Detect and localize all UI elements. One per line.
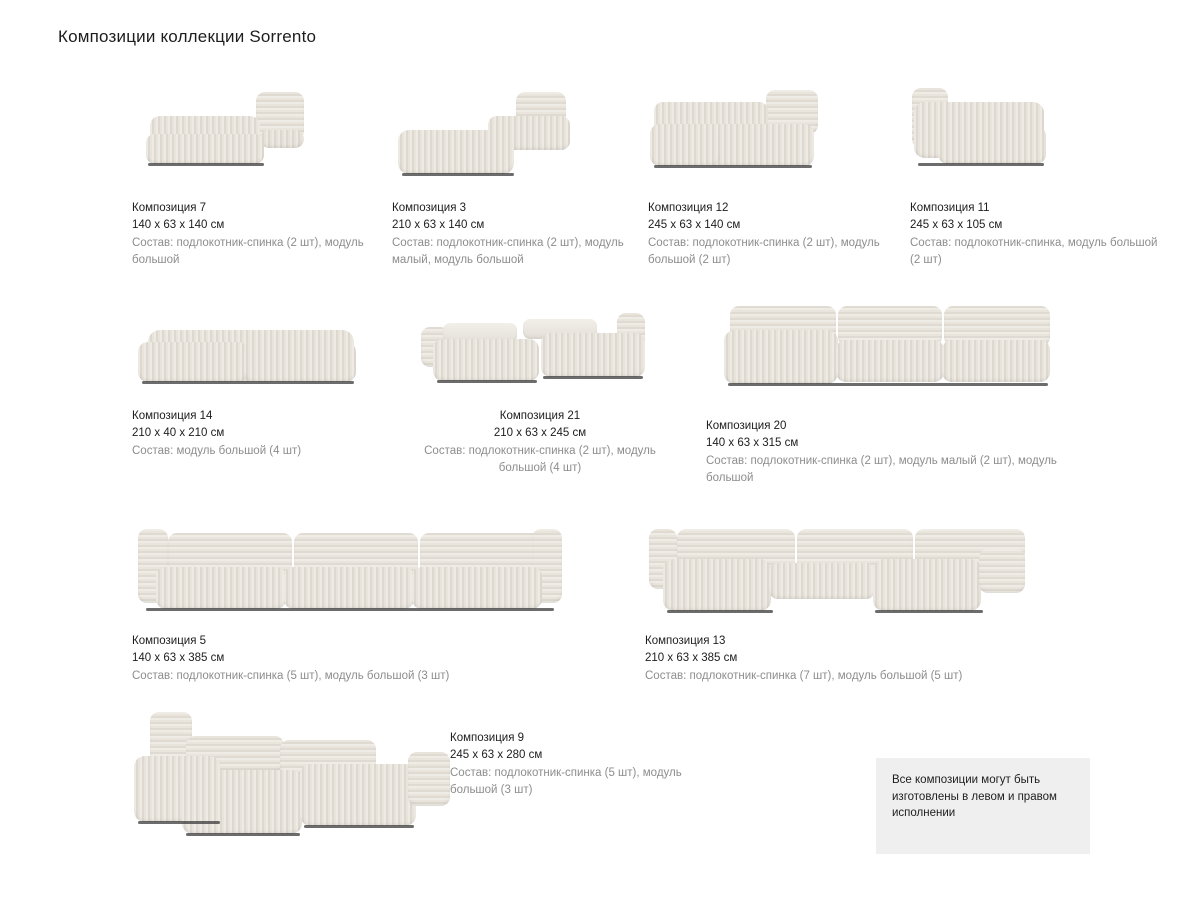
sofa-illustration-composition-20 xyxy=(706,290,1096,410)
item-dims: 210 x 40 x 210 см xyxy=(132,426,225,439)
sofa-shadow xyxy=(138,821,220,824)
sofa-module xyxy=(156,567,286,609)
sofa-shadow xyxy=(543,376,643,379)
sofa-module xyxy=(724,330,838,384)
product-item-composition-13 xyxy=(645,515,1045,685)
sofa-illustration-composition-12 xyxy=(648,80,898,190)
sofa-illustration-composition-21 xyxy=(415,295,665,400)
page-title: Композиции коллекции Sorrento xyxy=(58,27,317,46)
product-item-composition-12 xyxy=(648,80,898,268)
item-name: Композиция 7 xyxy=(132,202,207,214)
item-composition: Состав: подлокотник-спинка (2 шт), модуль большой (2 шт) xyxy=(648,237,880,266)
item-composition: Состав: подлокотник-спинка (5 шт), модуль большой (3 шт) xyxy=(450,767,682,796)
item-composition: Состав: подлокотник-спинка (2 шт), модуль малый, модуль большой xyxy=(392,237,624,266)
sofa-illustration-composition-11 xyxy=(910,80,1160,190)
sofa-illustration-composition-14 xyxy=(132,300,382,400)
item-name: Композиция 14 xyxy=(132,410,213,422)
sofa-module xyxy=(979,549,1025,593)
sofa-illustration-composition-3 xyxy=(392,80,642,190)
sofa-module xyxy=(663,559,771,611)
item-composition: Состав: подлокотник-спинка, модуль большой (2 шт) xyxy=(910,237,1158,266)
sofa-illustration-composition-13 xyxy=(645,515,1045,625)
item-dims: 245 x 63 x 140 см xyxy=(648,218,741,231)
sofa-shadow xyxy=(875,610,983,613)
caption-composition-13 xyxy=(645,633,1045,685)
item-dims: 140 x 63 x 140 см xyxy=(132,218,225,231)
sofa-module xyxy=(942,340,1050,382)
sofa-module xyxy=(433,339,539,381)
caption-composition-5 xyxy=(132,633,592,685)
caption-composition-7 xyxy=(132,200,382,268)
item-name: Композиция 11 xyxy=(910,202,990,214)
item-dims: 210 x 63 x 385 см xyxy=(645,651,738,664)
sofa-module xyxy=(541,333,645,377)
product-item-composition-3 xyxy=(392,80,642,268)
item-dims: 210 x 63 x 140 см xyxy=(392,218,485,231)
sofa-shadow xyxy=(918,163,1044,166)
caption-composition-9 xyxy=(450,730,710,798)
item-name: Композиция 13 xyxy=(645,635,726,647)
product-item-composition-21 xyxy=(415,295,665,476)
product-item-composition-20 xyxy=(706,290,1096,486)
item-composition: Состав: подлокотник-спинка (2 шт), модуль малый (2 шт), модуль большой xyxy=(706,455,1057,484)
sofa-shadow xyxy=(728,383,1048,386)
item-composition: Состав: подлокотник-спинка (2 шт), модуль большой xyxy=(132,237,364,266)
product-item-composition-11 xyxy=(910,80,1160,268)
item-name: Композиция 21 xyxy=(499,410,581,422)
item-name: Композиция 9 xyxy=(450,732,525,744)
caption-composition-12 xyxy=(648,200,898,268)
caption-composition-20 xyxy=(706,418,1096,486)
item-dims: 210 x 63 x 245 см xyxy=(493,426,587,439)
item-name: Композиция 12 xyxy=(648,202,729,214)
sofa-shadow xyxy=(654,165,812,168)
sofa-module xyxy=(398,130,514,174)
sofa-module xyxy=(300,764,416,826)
sofa-illustration-composition-9 xyxy=(120,700,450,860)
item-dims: 140 x 63 x 315 см xyxy=(706,436,799,449)
caption-composition-11 xyxy=(910,200,1160,268)
item-composition: Состав: подлокотник-спинка (2 шт), модуль большой (4 шт) xyxy=(424,445,656,474)
product-item-composition-7 xyxy=(132,80,382,268)
sofa-module xyxy=(704,124,814,166)
sofa-shadow xyxy=(437,380,537,383)
sofa-module xyxy=(138,342,248,382)
item-composition: Состав: модуль большой (4 шт) xyxy=(132,445,302,457)
caption-composition-3 xyxy=(392,200,642,268)
sofa-module xyxy=(938,126,1046,164)
caption-composition-14 xyxy=(132,408,382,460)
item-name: Композиция 5 xyxy=(132,635,207,647)
caption-composition-9-wrapper xyxy=(450,730,710,798)
sofa-shadow xyxy=(667,610,773,613)
sofa-module xyxy=(408,752,450,806)
sofa-module xyxy=(260,130,304,148)
item-dims: 245 x 63 x 280 см xyxy=(450,748,543,761)
sofa-module xyxy=(650,124,720,166)
sofa-shadow xyxy=(148,163,264,166)
sofa-illustration-composition-7 xyxy=(132,80,382,190)
product-item-composition-9 xyxy=(120,700,450,860)
item-name: Композиция 3 xyxy=(392,202,467,214)
item-dims: 245 x 63 x 105 см xyxy=(910,218,1003,231)
sofa-module xyxy=(244,342,356,382)
sofa-shadow xyxy=(146,608,554,611)
item-composition: Состав: подлокотник-спинка (7 шт), модуль большой (5 шт) xyxy=(645,670,963,682)
item-name: Композиция 20 xyxy=(706,420,787,432)
sofa-shadow xyxy=(304,825,414,828)
note-box: Все композиции могут быть изготовлены в левом и правом исполнении xyxy=(876,758,1090,854)
item-composition: Состав: подлокотник-спинка (5 шт), модуль большой (3 шт) xyxy=(132,670,450,682)
sofa-shadow xyxy=(186,833,300,836)
sofa-shadow xyxy=(142,381,354,384)
sofa-module xyxy=(769,563,875,599)
sofa-module xyxy=(873,559,981,611)
product-item-composition-14 xyxy=(132,300,382,460)
sofa-shadow xyxy=(402,173,514,176)
item-dims: 140 x 63 x 385 см xyxy=(132,651,225,664)
sofa-module xyxy=(836,340,944,382)
sofa-module xyxy=(284,567,414,609)
sofa-module xyxy=(146,134,264,164)
sofa-module xyxy=(412,567,542,609)
sofa-illustration-composition-5 xyxy=(132,515,592,625)
caption-composition-21 xyxy=(415,408,665,476)
product-item-composition-5 xyxy=(132,515,592,685)
sofa-module xyxy=(182,770,302,834)
